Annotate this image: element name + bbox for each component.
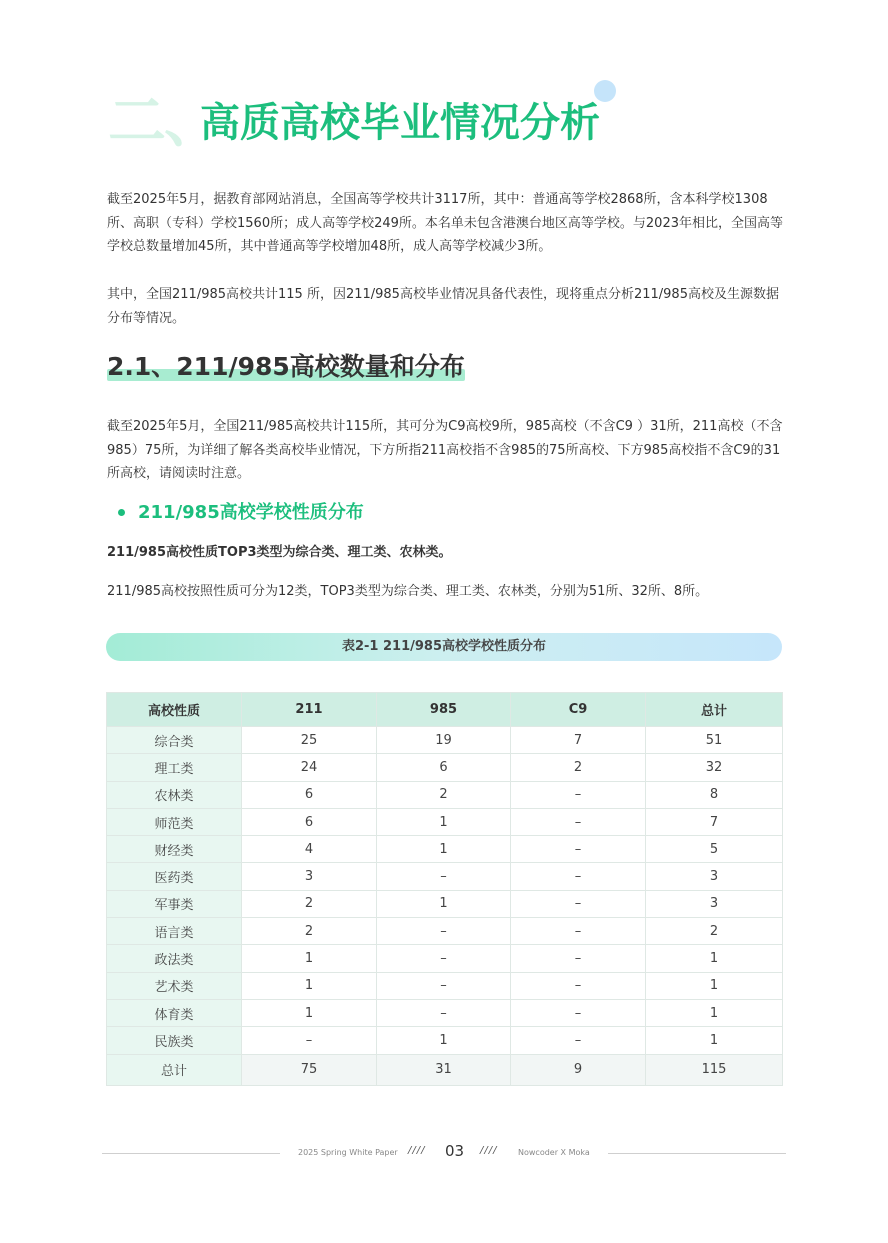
table-row (107, 918, 783, 945)
footer-right-text: Nowcoder X Moka (518, 1148, 590, 1157)
cell-211: 2 (242, 918, 377, 945)
cell-c9: 2 (511, 754, 646, 781)
cell-nature: 农林类 (107, 781, 242, 808)
header-nature: 高校性质 (107, 693, 242, 727)
footer-rule-right (608, 1153, 786, 1154)
table-row (107, 1027, 783, 1054)
total-cell-211: 75 (242, 1054, 377, 1085)
table-row (107, 727, 783, 754)
total-cell-total: 115 (646, 1054, 783, 1085)
intro-paragraph-1: 截至2025年5月，据教育部网站消息，全国高等学校共计3117所，其中：普通高等学校2868所，含本科学校1308所、高职（专科）学校1560所；成人高等学校249所。本名单未包含港澳台地区高等学校。与2023年相比，全国高等学校总数量增加45所，其中普通高等学校增加48所，成人高等学校减少3所。 (107, 192, 783, 254)
cell-985: – (377, 945, 511, 972)
header-total: 总计 (646, 693, 783, 727)
cell-211: 1 (242, 999, 377, 1026)
cell-nature: 军事类 (107, 890, 242, 917)
cell-c9: – (511, 781, 646, 808)
section-number: 二、 (108, 87, 221, 155)
table-row (107, 972, 783, 999)
cell-total: 1 (646, 945, 783, 972)
cell-total: 1 (646, 1027, 783, 1054)
section-heading (108, 88, 628, 158)
cell-nature: 财经类 (107, 836, 242, 863)
cell-211: 25 (242, 727, 377, 754)
cell-985: 1 (377, 1027, 511, 1054)
cell-total: 3 (646, 863, 783, 890)
cell-985: 2 (377, 781, 511, 808)
total-cell-985: 31 (377, 1054, 511, 1085)
section-title: 高质高校毕业情况分析 (200, 100, 600, 146)
table-row (107, 890, 783, 917)
table-caption: 表2-1 211/985高校学校性质分布 (106, 633, 782, 661)
cell-c9: – (511, 945, 646, 972)
cell-total: 3 (646, 890, 783, 917)
cell-nature: 政法类 (107, 945, 242, 972)
cell-c9: – (511, 890, 646, 917)
cell-c9: 7 (511, 727, 646, 754)
cell-c9: – (511, 808, 646, 835)
cell-total: 7 (646, 808, 783, 835)
cell-c9: – (511, 1027, 646, 1054)
school-nature-table (106, 692, 783, 1086)
table-row (107, 781, 783, 808)
cell-985: 1 (377, 890, 511, 917)
nature-paragraph: 211/985高校按照性质可分为12类，TOP3类型为综合类、理工类、农林类，分别为51所、32所、8所。 (107, 584, 709, 599)
cell-nature: 师范类 (107, 808, 242, 835)
cell-985: – (377, 999, 511, 1026)
cell-c9: – (511, 918, 646, 945)
page-number: 03 (445, 1142, 465, 1160)
table-row (107, 808, 783, 835)
cell-985: – (377, 863, 511, 890)
header-985: 985 (377, 693, 511, 727)
total-cell-c9: 9 (511, 1054, 646, 1085)
cell-total: 32 (646, 754, 783, 781)
cell-985: – (377, 972, 511, 999)
cell-211: 1 (242, 972, 377, 999)
cell-total: 2 (646, 918, 783, 945)
header-211: 211 (242, 693, 377, 727)
cell-211: 6 (242, 781, 377, 808)
decorative-dot (594, 80, 616, 102)
total-cell-nature: 总计 (107, 1054, 242, 1085)
cell-total: 1 (646, 999, 783, 1026)
cell-nature: 语言类 (107, 918, 242, 945)
cell-total: 5 (646, 836, 783, 863)
table-row (107, 945, 783, 972)
cell-nature: 理工类 (107, 754, 242, 781)
cell-c9: – (511, 836, 646, 863)
cell-nature: 医药类 (107, 863, 242, 890)
cell-c9: – (511, 863, 646, 890)
footer-left-text: 2025 Spring White Paper (298, 1148, 398, 1157)
subsection-paragraph: 截至2025年5月，全国211/985高校共计115所，其可分为C9高校9所，985高校（不含C9 ）31所，211高校（不含985）75所，为详细了解各类高校毕业情况，下方所指211高校指不含985的75所高校、下方985高校指不含C9的31所高校，请阅读时注意。 (107, 419, 783, 481)
key-finding: 211/985高校性质TOP3类型为综合类、理工类、农林类。 (107, 545, 452, 560)
cell-nature: 艺术类 (107, 972, 242, 999)
intro-paragraph-2: 其中，全国211/985高校共计115 所，因211/985高校毕业情况具备代表性，现将重点分析211/985高校及生源数据分布等情况。 (107, 287, 779, 326)
cell-total: 1 (646, 972, 783, 999)
cell-211: 4 (242, 836, 377, 863)
table-header-row (107, 693, 783, 727)
cell-c9: – (511, 972, 646, 999)
table-row (107, 836, 783, 863)
cell-total: 8 (646, 781, 783, 808)
cell-985: 1 (377, 836, 511, 863)
table-row (107, 863, 783, 890)
table-row (107, 999, 783, 1026)
cell-985: 1 (377, 808, 511, 835)
table-total-row (107, 1054, 783, 1085)
cell-nature: 体育类 (107, 999, 242, 1026)
subsection-heading: 2.1、211/985高校数量和分布 (107, 352, 465, 381)
subsubsection-heading: 211/985高校学校性质分布 (138, 502, 364, 523)
cell-985: 6 (377, 754, 511, 781)
cell-nature: 综合类 (107, 727, 242, 754)
cell-c9: – (511, 999, 646, 1026)
cell-total: 51 (646, 727, 783, 754)
cell-nature: 民族类 (107, 1027, 242, 1054)
bullet-dot (118, 509, 125, 516)
header-c9: C9 (511, 693, 646, 727)
cell-211: 2 (242, 890, 377, 917)
cell-211: – (242, 1027, 377, 1054)
cell-211: 6 (242, 808, 377, 835)
cell-985: 19 (377, 727, 511, 754)
cell-211: 1 (242, 945, 377, 972)
footer-separator-left: //// (408, 1145, 426, 1156)
cell-211: 24 (242, 754, 377, 781)
cell-211: 3 (242, 863, 377, 890)
footer-rule-left (102, 1153, 280, 1154)
footer-separator-right: //// (480, 1145, 498, 1156)
cell-985: – (377, 918, 511, 945)
table-row (107, 754, 783, 781)
